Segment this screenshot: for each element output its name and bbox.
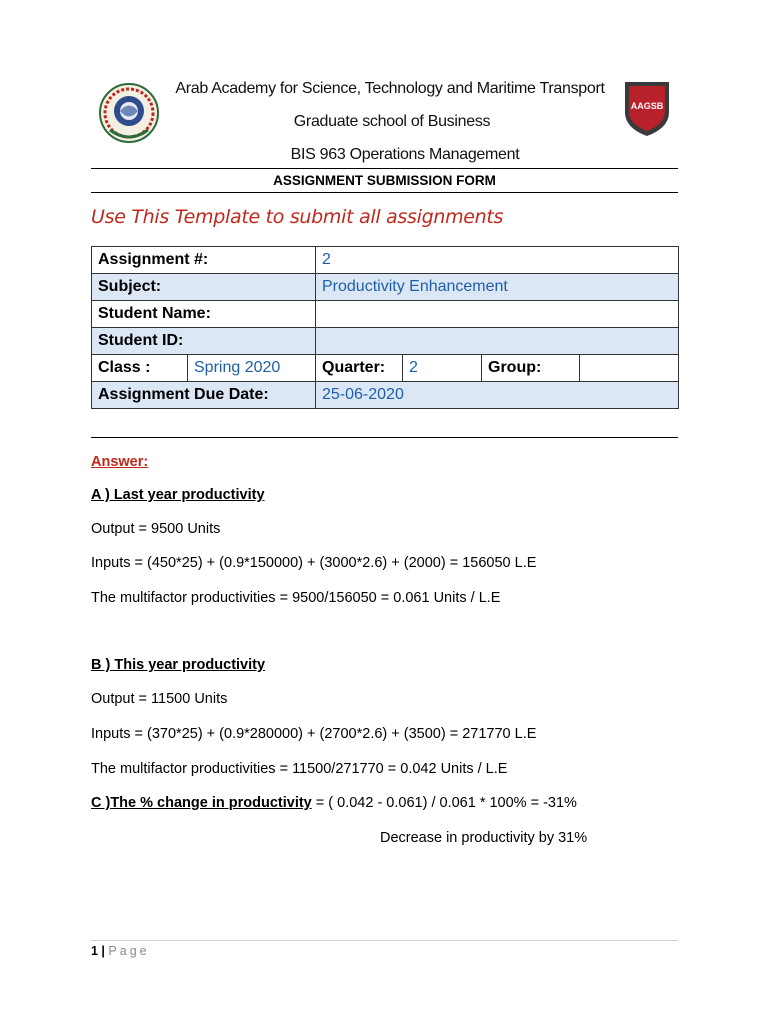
due-date-value: 25-06-2020 <box>316 382 679 409</box>
row-student-name <box>92 301 679 328</box>
section-a-inputs: Inputs = (450*25) + (0.9*150000) + (3000*2.6) + (2000) = 156050 L.E <box>91 555 537 571</box>
student-name-label: Student Name: <box>92 301 316 328</box>
class-label: Class : <box>92 355 188 382</box>
assignment-label: Assignment #: <box>92 247 316 274</box>
subject-value: Productivity Enhancement <box>316 274 679 301</box>
assignment-info-table <box>91 246 679 409</box>
row-student-id <box>92 328 679 355</box>
class-value: Spring 2020 <box>188 355 316 382</box>
section-a-output: Output = 9500 Units <box>91 521 221 537</box>
section-b-heading: B ) This year productivity <box>91 657 266 673</box>
student-name-field[interactable] <box>316 301 679 328</box>
row-subject <box>92 274 679 301</box>
section-c-heading: C )The % change in productivity <box>91 795 312 811</box>
section-a-multifactor: The multifactor productivities = 9500/156050 = 0.061 Units / L.E <box>91 590 501 606</box>
student-id-field[interactable] <box>316 328 679 355</box>
section-c-conclusion: Decrease in productivity by 31% <box>380 830 588 846</box>
document-page: AAGSB Arab Academy for Science, Technology and Maritime Transport Graduate school of Business BIS 963 Operations Management ASSIGNMENT SUBMISSION FORM Use This Template to submit all assignments Assignment #: 2 Subject: Productivity Enhancement Student Name: Student ID: Class : Spring 2020 Quarter: 2 Group: Assignment Due Date: 25-06-2020 Answer: A ) Last year productivity Output = 9500 Units Inputs = (450*25) + (0.9*150000) + (3000*2.6) + (2000) = 156050 L.E The multifactor productivities = 9500/156050 = 0.061 Units / L.E B ) This year productivity Output = 11500 Units Inputs = (370*25) + (0.9*280000) + (2700*2.6) + (3500) = 271770 L.E The multifactor productivities = 11500/271770 = 0.042 Units / L.E C )The % change in productivity = ( 0.042 - 0.061) / 0.061 * 100% = -31% Decrease in productivity by 31% 1 | Page <box>0 0 768 1024</box>
row-assignment <box>92 247 679 274</box>
section-b-output: Output = 11500 Units <box>91 691 228 707</box>
row-due-date <box>92 382 679 409</box>
assignment-value: 2 <box>316 247 679 274</box>
academy-seal-logo <box>98 80 160 146</box>
quarter-value: 2 <box>403 355 482 382</box>
shield-text: AAGSB <box>630 101 664 111</box>
aagsb-shield-logo <box>622 78 672 138</box>
section-c-line <box>91 795 577 811</box>
section-a-heading: A ) Last year productivity <box>91 487 265 503</box>
student-id-label: Student ID: <box>92 328 316 355</box>
form-title: ASSIGNMENT SUBMISSION FORM <box>273 173 496 188</box>
group-field[interactable] <box>580 355 679 382</box>
page-word: Page <box>108 944 150 958</box>
group-label: Group: <box>482 355 580 382</box>
section-b-multifactor: The multifactor productivities = 11500/271770 = 0.042 Units / L.E <box>91 761 508 777</box>
quarter-label: Quarter: <box>316 355 403 382</box>
section-c-formula: = ( 0.042 - 0.061) / 0.061 * 100% = -31% <box>311 795 577 811</box>
header-rule-top <box>91 168 678 169</box>
header-rule-bottom <box>91 192 678 193</box>
page-footer <box>91 944 150 958</box>
due-date-label: Assignment Due Date: <box>92 382 316 409</box>
row-class <box>92 355 679 382</box>
page-number: 1 <box>91 944 98 958</box>
answer-heading: Answer: <box>91 454 149 470</box>
subject-label: Subject: <box>92 274 316 301</box>
section-b-inputs: Inputs = (370*25) + (0.9*280000) + (2700*2.6) + (3500) = 271770 L.E <box>91 726 537 742</box>
footer-rule <box>91 940 678 941</box>
page-separator: | <box>97 944 109 958</box>
section-divider <box>91 437 678 438</box>
template-instruction: Use This Template to submit all assignments <box>91 206 504 228</box>
